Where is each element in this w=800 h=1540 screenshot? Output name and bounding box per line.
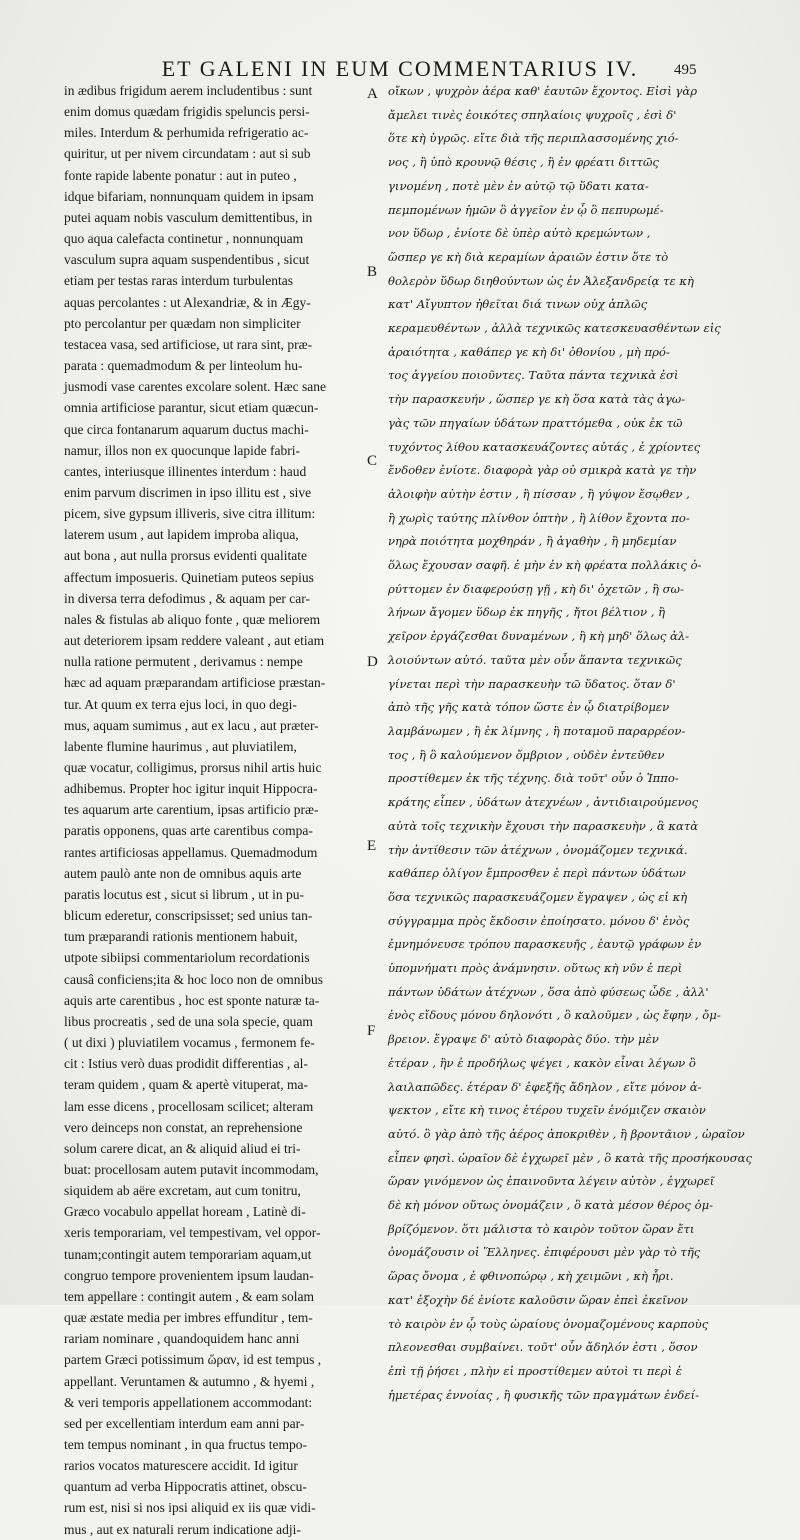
latin-line: siquidem ab aëre excretam, aut cum tonitru, <box>64 1183 301 1199</box>
greek-line: τος ἀγγείου ποιοῦντες. Ταῦτα πάντα τεχνικὰ ἐσὶ <box>388 368 679 383</box>
latin-line: congruo tempore provenientem ipsum laudan- <box>64 1267 314 1283</box>
greek-line: πλεονεσθαι συμβαίνει. τοῦτ' οὖν ἄδηλόν ἐστι , ὅσον <box>388 1340 698 1355</box>
latin-line: fonte rapide labente ponatur : aut in puteo , <box>64 167 297 183</box>
greek-line: ἀπὸ τῆς γῆς κατὰ τόπον ὥστε ἐν ᾧ διατρίβομεν <box>388 700 670 715</box>
greek-line: ὑπομνήματι πρὸς ἀνάμνησιν. οὕτως κὴ νῦν ἐ περὶ <box>388 961 683 976</box>
latin-line: autem paulò ante non de omnibus aquis arte <box>64 865 302 881</box>
greek-line: ἔνδοθεν ἐνίοτε. διαφορὰ γὰρ οὐ σμικρὰ κατὰ γε τὴν <box>388 463 697 478</box>
latin-line: in ædibus frigidum aerem includentibus : sunt <box>64 83 313 98</box>
greek-line: ὥρας ὄνομα , ἐ φθινοπώρῳ , κὴ χειμῶνι , κὴ ἦρι. <box>388 1269 674 1284</box>
latin-line: Græco vocabulo appellat hoream , Latinè di- <box>64 1204 306 1220</box>
latin-line: cit : Istius verò duas prodidit differentias , al- <box>64 1056 308 1072</box>
latin-line: miles. Interdum & perhumida refrigeratio ac- <box>64 125 309 141</box>
latin-line: rarios vocatos maturescere accidit. Id igitur <box>64 1458 298 1474</box>
greek-line: δὲ κὴ μόνον οὕτως ὀνομάζειν , ὃ κατὰ μέσον θέρος ὀμ- <box>388 1198 714 1213</box>
greek-line: βρίζόμενον. ὅτι μάλιστα τὸ καιρὸν τοῦτον ὥραν ἔτι <box>388 1221 695 1236</box>
greek-line: τὴν ἀντίθεσιν τῶν ἀτέχνων , ὀνομάζομεν τεχνικά. <box>388 842 688 857</box>
latin-line: libus procreatis , sed de una sola specie, quam <box>64 1013 313 1029</box>
latin-line: aquis arte carentibus , hoc est sponte naturæ ta- <box>64 992 320 1008</box>
latin-line: rum est, nisi si nos ipsi aliquid ex iis quæ vidi- <box>64 1500 316 1516</box>
greek-line: τὴν παρασκευήν , ὥσπερ γε κὴ ὅσα κατὰ τὰς ἀγω- <box>388 392 686 407</box>
greek-line: αὐτό. ὃ γὰρ ἀπὸ τῆς ἀέρος ἀποκριθὲν , ἢ βροντᾶιον , ὡραῖον <box>388 1126 745 1141</box>
latin-line: namur, illos non ex quocunque lapide fabri- <box>64 442 301 458</box>
greek-line: πάντων ὑδάτων ἀτέχνων , ὅσα ἀπὸ φύσεως ὧδε , ἀλλ' <box>388 984 709 999</box>
latin-line: solum carere dicat, an & aliquid aliud ei tri- <box>64 1140 301 1156</box>
latin-line: jusmodi vase carentes excolare solent. Hæc sane <box>64 379 327 395</box>
latin-line: enim parvum discrimen in ipso illitu est , sive <box>64 484 312 500</box>
greek-line: ἐμνημόνευσε τρόπου παρασκευῆς , ἑαυτῷ γράφων ἐν <box>388 937 702 952</box>
margin-marker-f: F <box>367 1023 376 1039</box>
latin-line: picem, sive gypsum illiveris, sive citra illitum: <box>64 506 316 522</box>
greek-line: ρύττομεν ἐν διαφερούσῃ γῇ , κὴ δι' ὀχετῶν , ἢ σω- <box>388 581 684 596</box>
latin-line: blicum ederetur, conscripsisset; sed unius tan- <box>64 908 313 924</box>
greek-line: τυχόντος λίθου κατασκευάζοντες αὐτάς , ἐ χρίοντες <box>388 439 701 454</box>
latin-line: paratis locutus est , sicut si librum , ut in pu- <box>64 886 304 902</box>
greek-line: κατ' ἐξοχὴν δέ ἐνίοτε καλοῦσιν ὥραν ἐπεὶ ἐκεῖνον <box>388 1292 688 1307</box>
greek-line: οἴκων , ψυχρὸν ἀέρα καθ' ἑαυτῶν ἔχοντος. Εἰσὶ γὰρ <box>388 84 698 98</box>
greek-line: γινομένη , ποτὲ μὲν ἐν αὐτῷ τῷ ὕδατι κατα- <box>388 178 649 193</box>
latin-line: quæ vocatur, colligimus, prorsus nihil artis huic <box>64 760 322 775</box>
greek-line: ὥραν γινόμενον ὡς ἐπαινοῦντα λέγειν αὐτὸν , ἐγχωρεῖ <box>388 1174 715 1189</box>
latin-line: vasculum supra aquam suspendentibus , sicut <box>64 252 310 268</box>
greek-line: ὅλως ἔχουσαν σαφῆ. ἐ μὴν ἐν κὴ φρέατα πολλάκις ὀ- <box>388 558 702 573</box>
greek-line: πεμπομένων ἡμῶν ὃ ἀγγεῖον ἐν ᾧ ὃ πεπυρωμέ- <box>388 202 664 217</box>
latin-line: lam esse dicens , procellosam scilicet; alteram <box>64 1098 314 1114</box>
greek-line: ὥσπερ γε κὴ διὰ κεραμίων ἀραιῶν ἐστιν ὅτε τὸ <box>388 249 669 264</box>
latin-line: ( ut dixi ) pluviatilem vocamus , fermonem fe- <box>64 1035 315 1051</box>
margin-marker-c: C <box>367 453 378 469</box>
greek-line: νος , ἢ ὑπὸ κρουνῷ θέσις , ἢ ἐν φρέατι διττῶς <box>388 155 659 170</box>
latin-line: partem Græci potissimum ὥραν, id est tempus , <box>64 1352 322 1368</box>
latin-line: sed per excellentiam interdum eam anni par- <box>64 1415 305 1431</box>
running-header: ET GALENI IN EUM COMMENTARIUS IV. <box>161 56 639 81</box>
greek-line: καθάπερ ὀλίγον ἔμπροσθεν ἐ περὶ πάντων ὑδάτων <box>388 866 686 881</box>
latin-line: causâ conficiens;ita & hoc loco non de omnibus <box>64 971 324 987</box>
latin-line: quo aqua calefacta continetur , nonnunquam <box>64 231 304 247</box>
latin-line: quiritur, ut per nivem circundatam : aut si sub <box>64 146 311 162</box>
greek-line: ἐπὶ τῇ ῥήσει , πλὴν εἰ προστίθεμεν αὐτοὶ τι περὶ ἑ <box>388 1363 682 1378</box>
greek-line: νον ὕδωρ , ἐνίοτε δὲ ὑπὲρ αὐτὸ κρεμώντων , <box>388 226 651 241</box>
greek-line: ἄμελει τινὲς ἐοικότες σπηλαίοις ψυχροῖς , ἐσὶ δ' <box>388 107 677 122</box>
latin-line: hæc ad aquam præparandam artificiose præstan- <box>64 675 326 691</box>
latin-line: in diversa terra defodimus , & aquam per car- <box>64 590 311 606</box>
latin-line: & veri temporis appellationem accommodant: <box>64 1394 313 1410</box>
greek-line: εἶπεν φησὶ. ὡραῖον δὲ ἐγχωρεῖ μὲν , ὃ κατὰ τῆς προσήκουσας <box>388 1150 752 1165</box>
latin-line: quantum ad verba Hippocratis attinet, obscu- <box>64 1479 307 1495</box>
greek-line: λοιούντων αὐτό. ταῦτα μὲν οὖν ἅπαντα τεχνικῶς <box>388 652 682 667</box>
latin-line: tur. At quum ex terra ejus loci, in quo degi- <box>64 696 297 712</box>
latin-line: mus, aquam sumimus , aut ex lacu , aut præter- <box>64 717 319 733</box>
greek-line: τος , ἢ ὃ καλούμενον ὄμβριον , οὐδὲν ἐντεῦθεν <box>388 747 665 762</box>
latin-line: xeris temporariam, vel tempestivam, vel oppor- <box>64 1225 321 1241</box>
latin-line: affectum imposueris. Quinetiam puteos sepius <box>64 569 314 585</box>
latin-line: tum præparandi rationis mentionem habuit, <box>64 929 298 945</box>
greek-line: ἡμετέρας ἐννοίας , ἢ φυσικῆς τῶν πραγμάτων ἐνδεί- <box>388 1387 700 1402</box>
latin-line: rantes artificiosas appellamus. Quemadmodum <box>64 844 318 860</box>
greek-line: νηρὰ ποιότητα μοχθηράν , ἢ ἀγαθὴν , ἢ μηδεμίαν <box>388 534 677 549</box>
greek-line: τὸ καιρὸν ἐν ᾧ τοὺς ὡραίους ὀνομαζομένους καρποὺς <box>388 1316 709 1331</box>
greek-line: ὅσα τεχνικῶς παρασκευάζομεν ἔγραψεν , ὡς εἰ κὴ <box>388 889 688 904</box>
latin-line: labente flumine haurimus , aut pluviatilem, <box>64 738 297 754</box>
latin-line: aquas percolantes : ut Alexandriæ, & in Ægy- <box>64 294 311 310</box>
greek-line: αὐτὰ τοῖς τεχνικὴν ἔχουσι τὴν παρασκευὴν , ἃ κατὰ <box>388 818 699 833</box>
latin-line: etiam per testas raras interdum turbulentas <box>64 273 294 289</box>
latin-line: teram quidem , quam & apertè vituperat, ma- <box>64 1077 309 1093</box>
latin-line: mus , aut ex naturali rerum indicatione adji- <box>64 1521 301 1537</box>
latin-line: quæ æstate media per imbres effunditur , tem- <box>64 1310 313 1326</box>
latin-line: nales & fistulas ab aliquo fonte , quæ meliorem <box>64 611 321 627</box>
greek-line: ἢ χωρὶς ταύτης πλίνθον ὀπτὴν , ἢ λίθον ἔχοντα πο- <box>388 510 690 525</box>
margin-marker-b: B <box>367 264 378 280</box>
latin-line: adhibemus. Propter hoc igitur inquit Hippocra- <box>64 781 318 797</box>
latin-line: cantes, interiusque illinentes interdum : haud <box>64 463 307 479</box>
latin-line: idque bifariam, nonnunquam quidem in ipsam <box>64 188 314 204</box>
greek-line: ἑτέραν , ἣν ἐ προδήλως ψέγει , κακὸν εἶναι λέγων ὃ <box>388 1055 696 1070</box>
margin-marker-d: D <box>367 654 378 670</box>
latin-line: putei aquam nobis vasculum demittentibus, in <box>64 209 313 225</box>
greek-line: κατ' Αἴγυπτον ἠθεῖται διά τινων οὐχ ἁπλῶς <box>388 297 648 312</box>
latin-line: buat: procellosam autem putavit incommodam, <box>64 1161 319 1177</box>
latin-line: tes aquarum arte carentium, ipsas artificio præ- <box>64 802 319 818</box>
latin-line: tem appellare : contingit autem , & eam solam <box>64 1288 315 1304</box>
margin-marker-e: E <box>367 838 377 854</box>
greek-line: ὅτε κὴ ὑγρῶς. εἴτε διὰ τῆς περιπλασσομένης χιό- <box>388 131 679 146</box>
greek-line: ἀραιότητα , καθάπερ γε κὴ δι' ὀθονίου , μὴ πρό- <box>388 344 670 359</box>
greek-line: σύγγραμμα πρὸς ἔκδοσιν ἐποίησατο. μόνου δ' ἑνὸς <box>388 913 690 928</box>
latin-line: omnia artificiose parantur, sicut etiam quæcun- <box>64 400 319 416</box>
latin-line: paratis opponens, quas arte carentibus compa- <box>64 823 313 839</box>
latin-line: que circa fontanarum aquarum ductus machi- <box>64 421 309 437</box>
greek-line: κράτης εἶπεν , ὑδάτων ἀτεχνέων , ἀντιδιαιρούμενος <box>388 795 699 810</box>
latin-line: tem tempus nominant , in qua fructus tempo- <box>64 1437 307 1452</box>
margin-marker-a: A <box>367 86 378 102</box>
latin-line: appellant. Veruntamen & autumno , & hyemi , <box>64 1373 315 1389</box>
latin-line: enim domus quædam frigidis speluncis persi- <box>64 104 310 120</box>
greek-line: λαιλαπῶδες. ἑτέραν δ' ἐφεξῆς ἄδηλον , εἴτε μόνον ἀ- <box>388 1079 702 1094</box>
latin-column <box>64 80 366 1540</box>
latin-line: parata : quemadmodum & per linteolum hu- <box>64 358 303 374</box>
latin-line: laterem usum , aut lapidem improba aliqua, <box>64 527 299 543</box>
latin-line: aut bona , aut nulla prorsus evidenti qualitate <box>64 548 307 564</box>
greek-line: ὀνομάζουσιν οἱ Ἕλληνες. ἐπιφέρουσι μὲν γὰρ τὸ τῆς <box>388 1245 701 1260</box>
greek-line: ἑνὸς εἴδους μόνου δηλονότι , ὃ καλοῦμεν , ὡς ἔφην , ὄμ- <box>388 1008 721 1023</box>
greek-line: βρειον. ἔγραψε δ' αὐτὸ διαφορὰς δύο. τὴν μὲν <box>388 1032 659 1047</box>
latin-line: aut deteriorem ipsam reddere valeant , aut etiam <box>64 633 325 649</box>
greek-line: ψεκτον , εἴτε κὴ τινος ἑτέρου τυχεῖν ἐνόμιζεν σκαιὸν <box>388 1103 706 1118</box>
latin-line: utpote sibiipsi commentariolum recordationis <box>64 950 310 966</box>
latin-line: tunam;contingit autem temporariam aquam,ut <box>64 1246 312 1262</box>
greek-line: λαμβάνωμεν , ἢ ἐκ λίμνης , ἢ ποταμοῦ παραρρέον- <box>388 723 686 738</box>
latin-line: testacea vasa, sed artificiose, ut rara sint, præ- <box>64 336 313 352</box>
page-number: 495 <box>674 62 697 78</box>
greek-line: λήνων ἄγομεν ὕδωρ ἐκ πηγῆς , ἤτοι βέλτιον , ἢ <box>388 605 666 620</box>
greek-column <box>388 80 752 1407</box>
greek-line: χεῖρον ἐργάζεσθαι δυναμένων , ἢ κὴ μηδ' ὅλως ἀλ- <box>388 629 690 644</box>
greek-line: κεραμευθέντων , ἀλλὰ τεχνικῶς κατεσκευασθέντων εἰς <box>388 321 721 336</box>
greek-line: γίνεται περὶ τὴν παρασκευὴν τῶ ὕδατος. ὅταν δ' <box>388 676 676 691</box>
greek-line: θολερὸν ὕδωρ διηθούντων ὡς ἐν Ἀλεξανδρείᾳ τε κὴ <box>388 273 694 288</box>
greek-line: γὰς τῶν πηγαίων ὑδάτων πραττόμεθα , οὐκ ἐκ τῶ <box>388 415 683 430</box>
latin-line: rariam nominare , quandoquidem hanc anni <box>64 1331 300 1347</box>
latin-line: vero deinceps non constat, an reprehensione <box>64 1119 303 1135</box>
greek-line: ἀλοιφὴν αὐτὴν ἐστιν , ἢ πίσσαν , ἢ γύψον ἔσῳθεν , <box>388 486 690 501</box>
latin-line: pto percolantur per quædam non simpliciter <box>64 315 301 331</box>
latin-line: nulla ratione permutent , derivamus : nempe <box>64 654 303 670</box>
greek-line: προστίθεμεν ἐκ τῆς τέχνης. διὰ τοῦτ' οὖν ὁ Ἱππο- <box>388 771 679 786</box>
